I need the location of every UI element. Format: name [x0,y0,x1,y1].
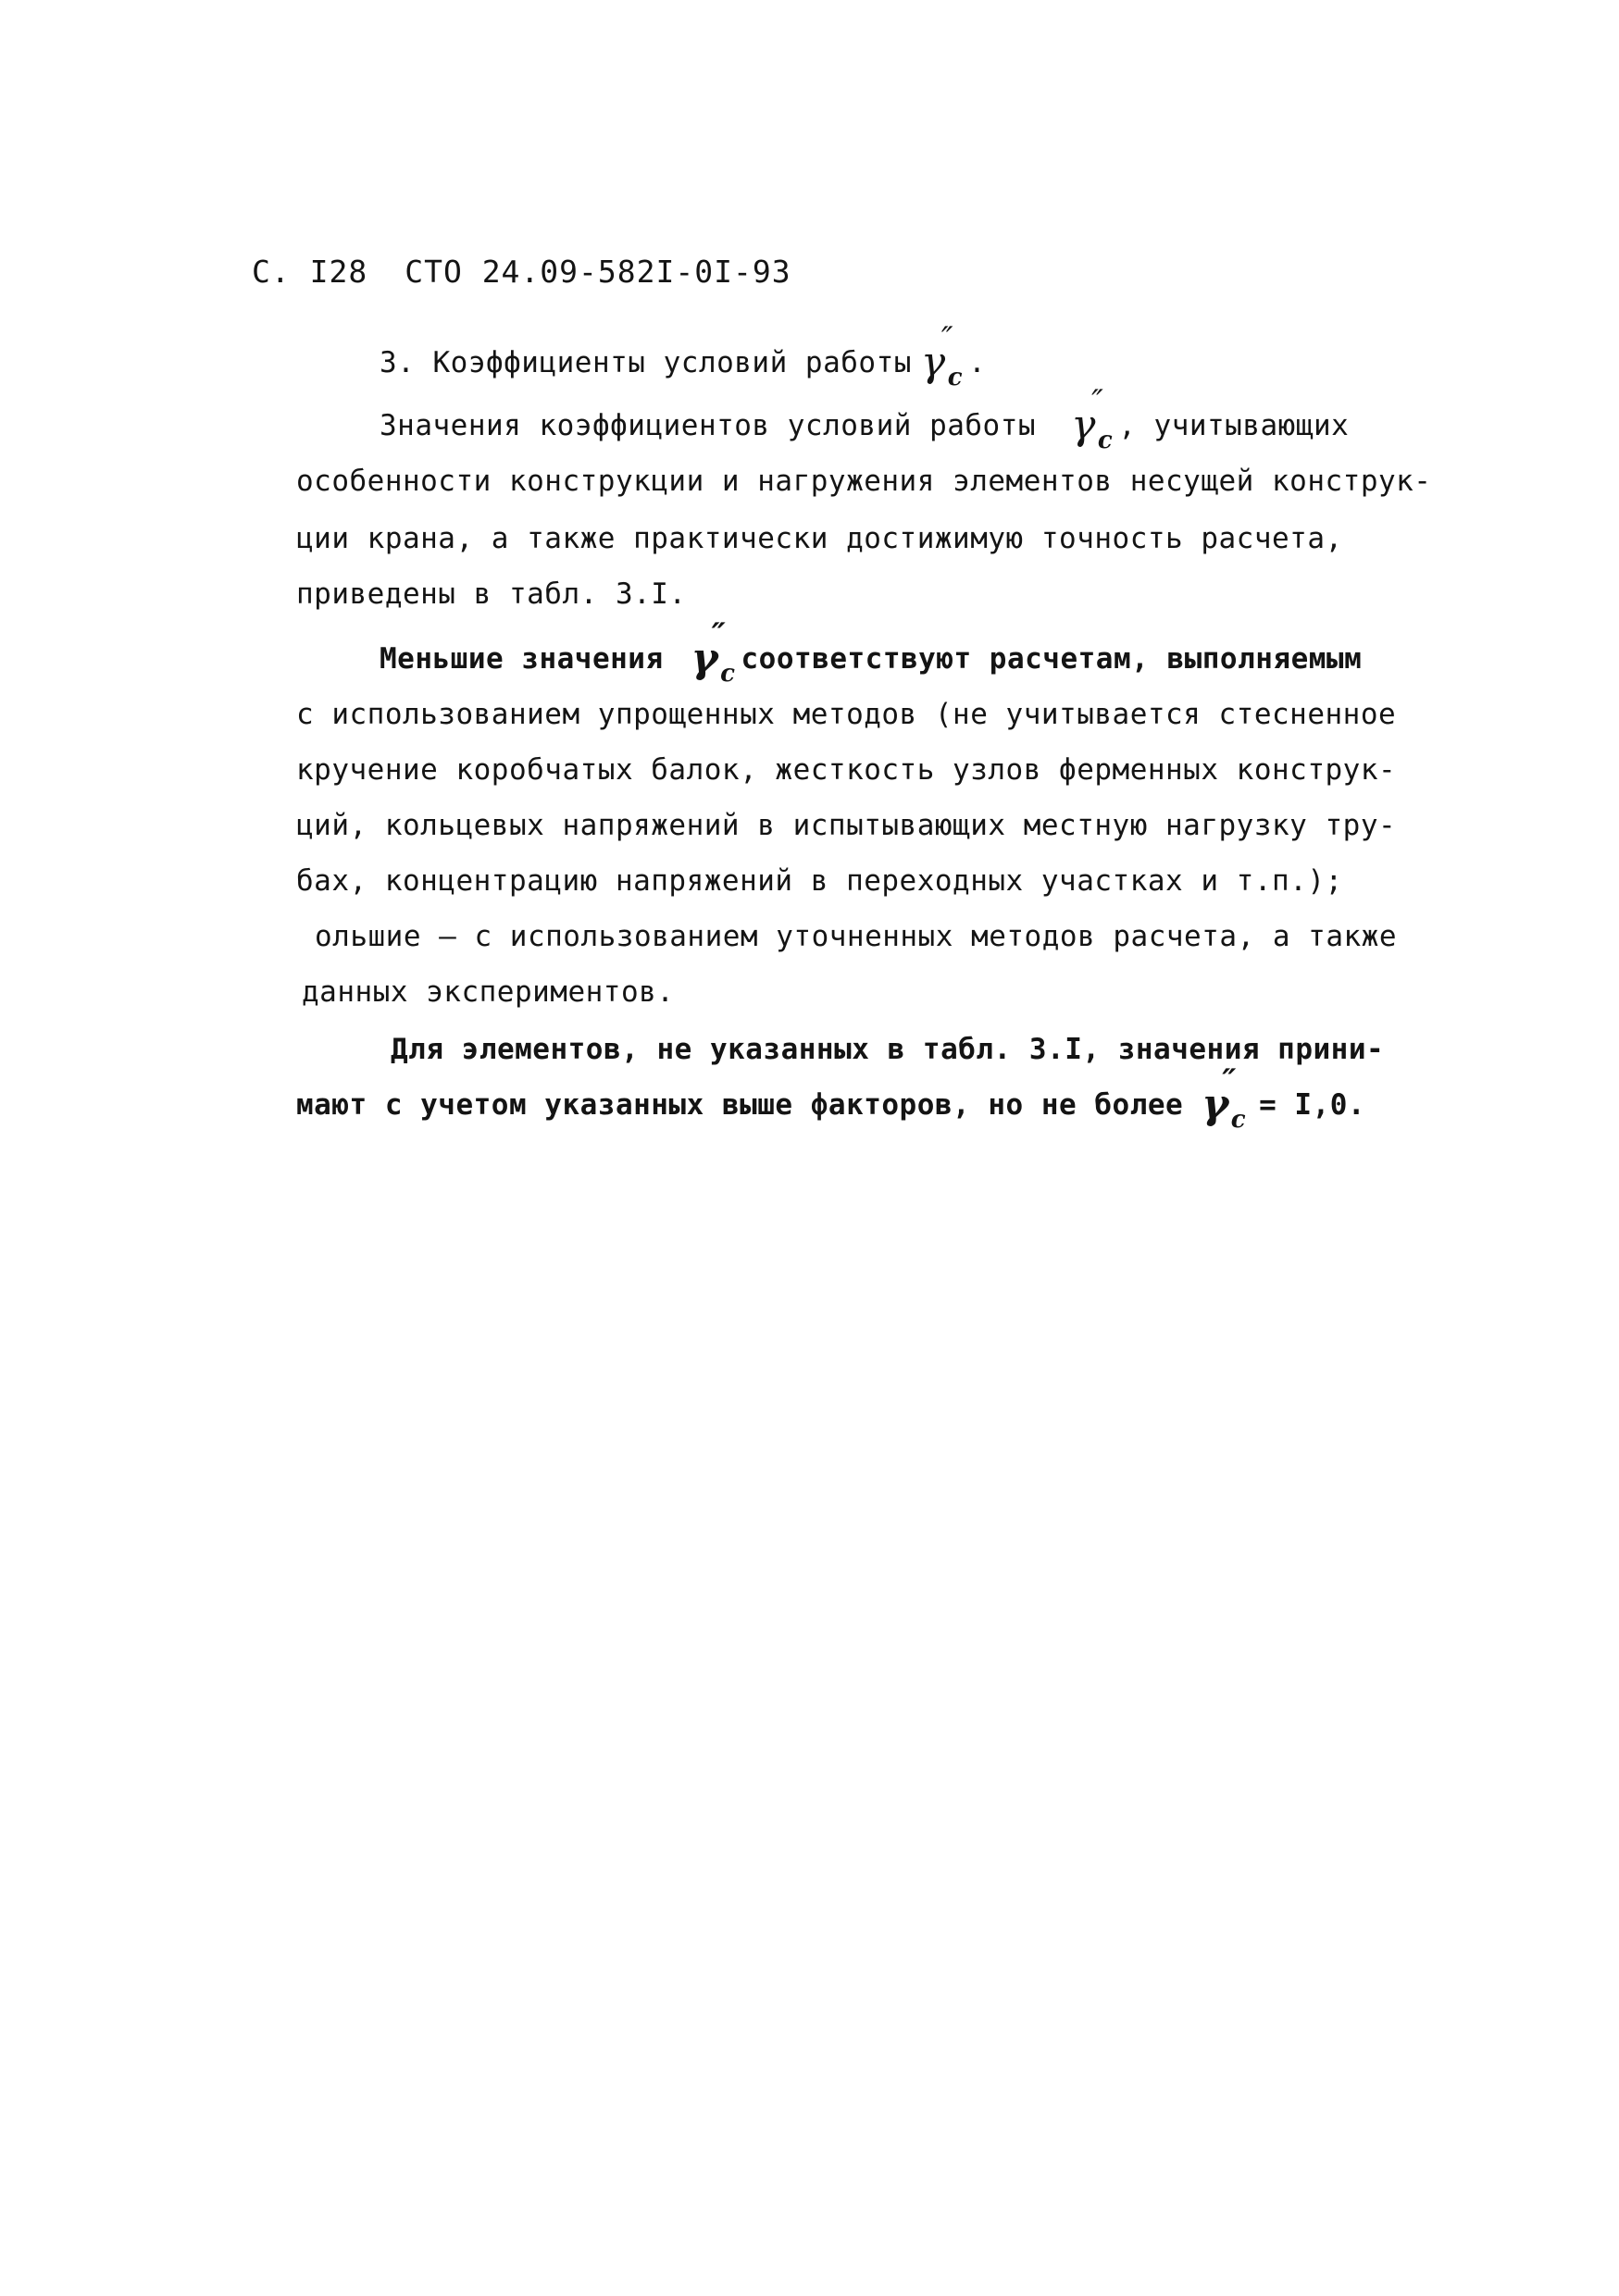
paragraph-text: Меньшие значения [380,642,664,676]
paragraph-line: особенности конструкции и нагружения элементов несущей конструк- [296,465,1432,498]
page-number: С. I28 [252,254,368,290]
paragraph-line: бах, концентрацию напряжений в переходных участках и т.п.); [296,864,1343,898]
gamma-base: γ [691,635,719,682]
section-heading-period: . [968,346,987,379]
paragraph-text: соответствуют расчетам, выполняемым [741,642,1363,676]
paragraph-line: Для элементов, не указанных в табл. 3.I, значения прини- [391,1033,1385,1066]
gamma-base: γ [1071,402,1096,449]
paragraph-text: = I,0. [1259,1088,1366,1122]
section-heading-text: 3. Коэффициенты условий работы [380,346,912,379]
paragraph-line [296,1062,1366,1134]
gamma-base: γ [920,339,946,386]
paragraph-text: , учитывающих [1118,409,1350,442]
paragraph-line [380,383,1350,454]
paragraph-line: ольшие – с использованием уточненных методов расчета, а также [315,920,1397,953]
gamma-superscript: ″ [1222,1062,1237,1099]
paragraph-line: ций, кольцевых напряжений в испытывающих местную нагрузку тру- [296,809,1397,842]
paragraph-text: Значения коэффициентов условий работы [380,409,1037,442]
gamma-superscript: ″ [1091,383,1104,420]
page-header [252,254,791,290]
gamma-subscript: c [1230,1106,1247,1134]
gamma-c-symbol [1071,383,1114,454]
gamma-subscript: c [1097,427,1114,454]
document-code: СТО 24.09-582I-0I-93 [405,254,791,290]
gamma-subscript: c [720,660,736,688]
gamma-c-symbol [920,320,964,391]
gamma-superscript: ″ [711,616,727,653]
paragraph-text: мают с учетом указанных выше факторов, но не более [296,1088,1184,1122]
paragraph-line: с использованием упрощенных методов (не учитывается стесненное [296,698,1397,731]
gamma-base: γ [1202,1081,1229,1128]
gamma-c-symbol [691,616,736,688]
section-heading [380,320,987,391]
paragraph-line [380,616,1363,688]
gamma-subscript: c [947,364,964,391]
gamma-c-symbol [1202,1062,1247,1134]
paragraph-line: ции крана, а также практически достижимую точность расчета, [296,522,1343,555]
paragraph-line: данных экспериментов. [302,975,675,1009]
paragraph-line: кручение коробчатых балок, жесткость узлов ферменных конструк- [296,753,1397,787]
paragraph-line: приведены в табл. 3.I. [296,577,687,611]
gamma-superscript: ″ [940,320,954,357]
